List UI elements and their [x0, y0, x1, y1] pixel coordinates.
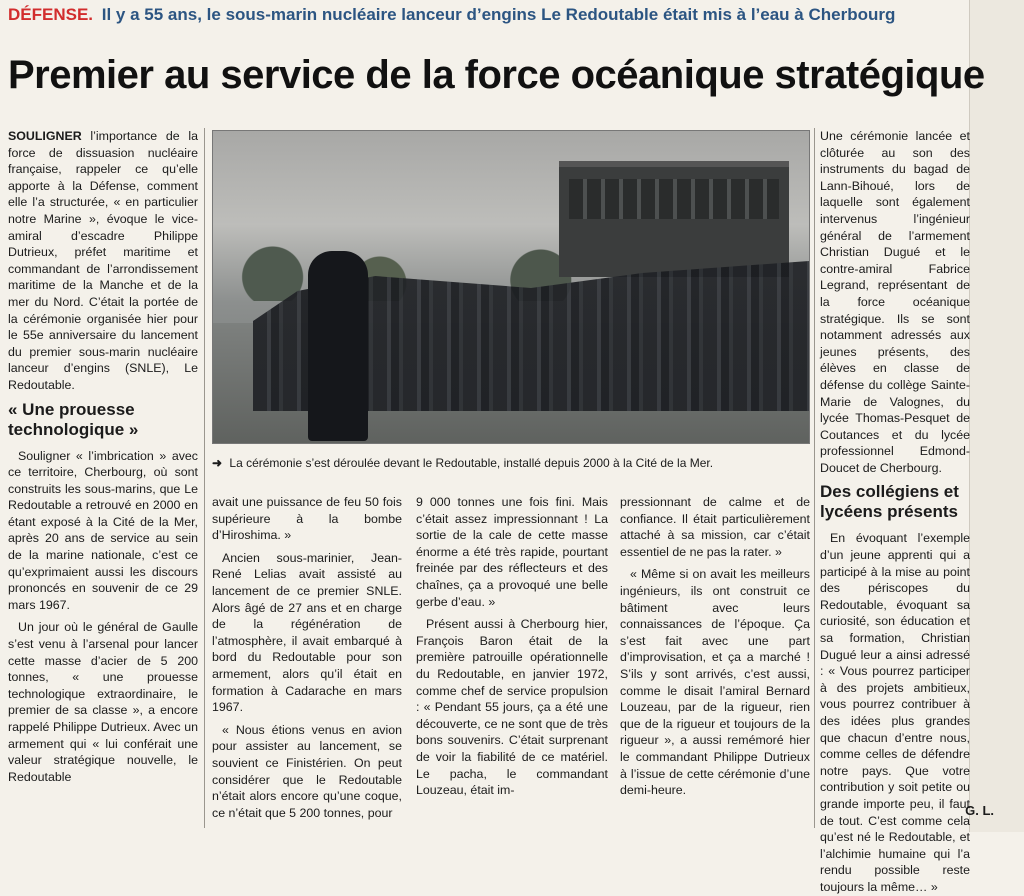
- paragraph: pressionnant de calme et de confiance. Il était particulièrement attaché à sa mission, car c’était essentiel de ne pas la rater. »: [620, 495, 810, 559]
- column-5: [820, 128, 970, 894]
- adjacent-page-edge: [969, 0, 1024, 832]
- column-4: [620, 494, 810, 832]
- dateline: SOULIGNER: [8, 129, 82, 143]
- column-3: [416, 494, 608, 832]
- column-1: [8, 128, 198, 832]
- paragraph: Présent aussi à Cherbourg hier, François Baron était de la première patrouille opérationnelle du Redoutable, en janvier 1972, comme chef de service propulsion : « Pendant 55 jours, ça a été une découverte, ce ne sont que de très bons souvenirs. C’était surprenant de voir la fiabilité de ce matériel. Le pacha, le commandant Louzeau, était im-: [416, 617, 608, 798]
- kicker-tag: DÉFENSE.: [8, 5, 94, 24]
- photo-officer: [308, 251, 368, 441]
- paragraph: « Même si on avait les meilleurs ingénieurs, ils ont construit ce bâtiment avec leurs connaissances de l’époque. Ça s’est fait avec une part d’improvisation, et ça a marché ! S’ils y sont arrivés, c’est aussi, comme le disait l’amiral Bernard Louzeau, par de la rigueur, rien que de la rigueur et toujours de la rigueur », a aussi remémoré hier le commandant Philippe Dutrieux à l’issue de cette cérémonie d’une demi-heure.: [620, 567, 810, 798]
- paragraph: avait une puissance de feu 50 fois supérieure à la bombe d’Hiroshima. »: [212, 495, 402, 543]
- paragraph: Souligner « l’imbrication » avec ce territoire, Cherbourg, où sont construits les sous-marins, que Le Redoutable a retrouvé en 2000 en étant exposé à la Cité de la Mer, après 20 ans de service au sein de la marine nationale, c’est ce qu’exprimaient aussi les discours prononcés en souvenir de ce 29 mars 1967.: [8, 448, 198, 612]
- caption-text: La cérémonie s’est déroulée devant le Redoutable, installé depuis 2000 à la Cité de la Mer.: [229, 456, 714, 470]
- column-divider: [204, 128, 205, 828]
- kicker-text: Il y a 55 ans, le sous-marin nucléaire lanceur d’engins Le Redoutable était mis à l’eau à Cherbourg: [101, 5, 896, 24]
- caption-arrow-icon: ➜: [212, 456, 223, 470]
- paragraph: « Nous étions venus en avion pour assister au lancement, se souvient ce Finistérien. On peut considérer que le Redoutable n’était alors encore qu’une coque, ce n’était que 5 200 tonnes, pour: [212, 722, 402, 820]
- paragraph: Ancien sous-marinier, Jean-René Lelias avait assisté au lancement de ce premier SNLE. Alors âgé de 27 ans et en charge de la régénération de l’atmosphère, il avait embarqué à bord du Redoutable pour son armement, alors qu’il était en formation à Cadarache en mars 1967.: [212, 550, 402, 715]
- paragraph: 9 000 tonnes une fois fini. Mais c’était assez impressionnant ! La sortie de la cale de cette masse énorme a été très rapide, pourtant freinée par des réflecteurs et des chaînes, ça a provoqué une belle gerbe d’eau. »: [416, 495, 608, 609]
- author-signature: G. L.: [965, 803, 994, 818]
- paragraph: En évoquant l’exemple d’un jeune apprenti qui a participé à la mise au point des périscopes du Redoutable, évoquant sa curiosité, son éducation et sa formation, Christian Dugué leur a ainsi adressé : « Vous pourrez participer à des projets ambitieux, vous pourrez contribuer à des idées plus grandes que chacun d’entre nous, comme celles de défendre notre pays. Que votre contribution y soit petite ou grande importe peu, il faut de tout. C’est comme cela qu’est né le Redoutable, et l’alchimie humaine qui l’a rendu possible reste toujours la même… »: [820, 531, 970, 894]
- kicker: [8, 4, 968, 26]
- paragraph: Un jour où le général de Gaulle s’est venu à l’arsenal pour lancer cette masse d’acier de 5 200 tonnes, « une prouesse technologique extraordinaire, le premier de sa classe », a encore rappelé Philippe Dutrieux. Avec un armement qui « lui conférait une valeur stratégique nouvelle, le Redoutable: [8, 620, 198, 784]
- column-divider: [814, 128, 815, 828]
- paragraph: [8, 128, 198, 394]
- headline: Premier au service de la force océanique stratégique: [8, 53, 985, 97]
- intro-text: l’importance de la force de dissuasion nucléaire française, rappeler ce qu’elle apporte à la Défense, comment elle l’a structurée, « en particulier notre Marine », évoque le vice-amiral d’escadre Philippe Dutrieux, préfet maritime et commandant de l’arrondissement maritime de la Manche et de la mer du Nord. C’était la portée de la cérémonie organisée hier pour le 55e anniversaire du lancement du premier sous-marin nucléaire lanceur d’engins (SNLE), Le Redoutable.: [8, 129, 198, 392]
- photo-building: [559, 161, 789, 277]
- photo-caption: [212, 456, 812, 471]
- column-2: [212, 494, 402, 832]
- ceremony-photo: [212, 130, 810, 444]
- subhead: « Une prouesse technologique »: [8, 399, 139, 439]
- paragraph: Une cérémonie lancée et clôturée au son des instruments du bagad de Lann-Bihoué, lors de laquelle sont également intervenus l’ingénieur général de l’armement Christian Dugué et le contre-amiral Fabrice Legrand, représentant de la force océanique stratégique. Ils se sont notamment adressés aux jeunes présents, des élèves en classe de défense du collège Sainte-Marie de Valognes, du lycée Thomas-Pesquet de Coutances et du lycée professionnel Edmond-Doucet de Cherbourg.: [820, 129, 970, 475]
- subhead: Des collégiens et lycéens présents: [820, 482, 959, 522]
